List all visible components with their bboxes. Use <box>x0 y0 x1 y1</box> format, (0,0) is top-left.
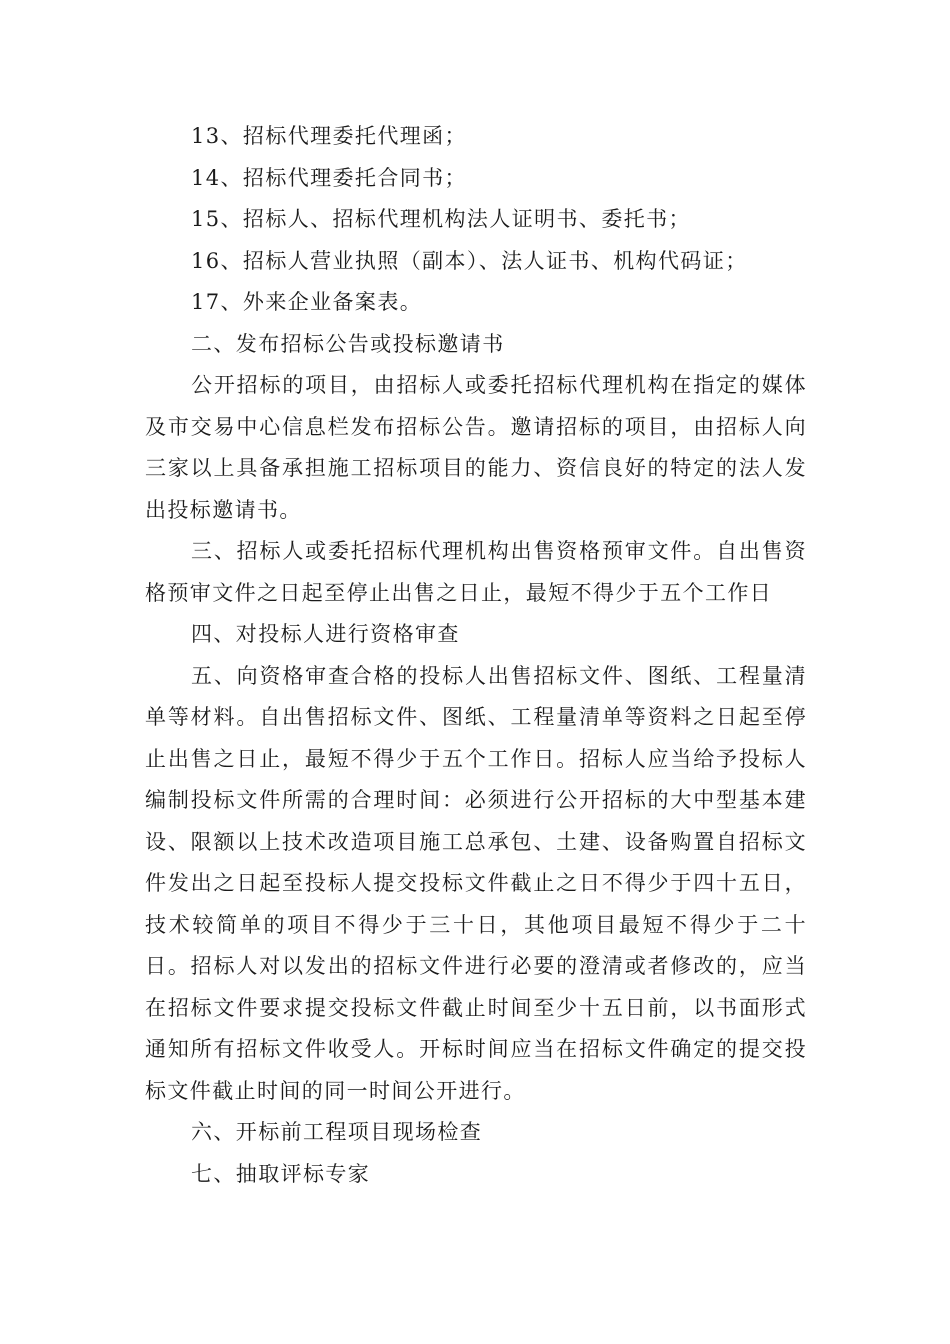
section-heading-7: 七、抽取评标专家 <box>191 1161 371 1186</box>
document-body <box>145 116 807 1195</box>
list-item-15: 15、招标人、招标代理机构法人证明书、委托书； <box>191 207 691 231</box>
list-item-17: 17、外来企业备案表。 <box>191 290 423 314</box>
section-heading-2: 二、发布招标公告或投标邀请书 <box>191 331 505 356</box>
section-heading-4: 四、对投标人进行资格审查 <box>191 622 460 646</box>
paragraph-public-bidding: 公开招标的项目，由招标人或委托招标代理机构在指定的媒体及市交易中心信息栏发布招标公告。邀请招标的项目，由招标人向三家以上具备承担施工招标项目的能力、资信良好的特定的法人发出投标邀请书。 <box>145 373 807 522</box>
section-heading-6: 六、开标前工程项目现场检查 <box>191 1120 483 1144</box>
list-item-16: 16、招标人营业执照（副本）、法人证书、机构代码证； <box>191 248 748 273</box>
list-item-14: 14、招标代理委托合同书； <box>191 165 467 190</box>
section-heading-3: 三、招标人或委托招标代理机构出售资格预审文件。自出售资格预审文件之日起至停止出售之日止，最短不得少于五个工作日 <box>145 539 807 605</box>
list-item-13: 13、招标代理委托代理函； <box>191 124 467 148</box>
section-heading-5: 五、向资格审查合格的投标人出售招标文件、图纸、工程量清单等材料。自出售招标文件、图纸、工程量清单等资料之日起至停止出售之日止，最短不得少于五个工作日。招标人应当给予投标人编制投标文件所需的合理时间：必须进行公开招标的大中型基本建设、限额以上技术改造项目施工总承包、土建、设备购置自招标文件发出之日起至投标人提交投标文件截止之日不得少于四十五日，技术较简单的项目不得少于三十日，其他项目最短不得少于二十日。招标人对以发出的招标文件进行必要的澄清或者修改的，应当在招标文件要求提交投标文件截止时间至少十五日前，以书面形式通知所有招标文件收受人。开标时间应当在招标文件确定的提交投标文件截止时间的同一时间公开进行。 <box>145 663 807 1103</box>
